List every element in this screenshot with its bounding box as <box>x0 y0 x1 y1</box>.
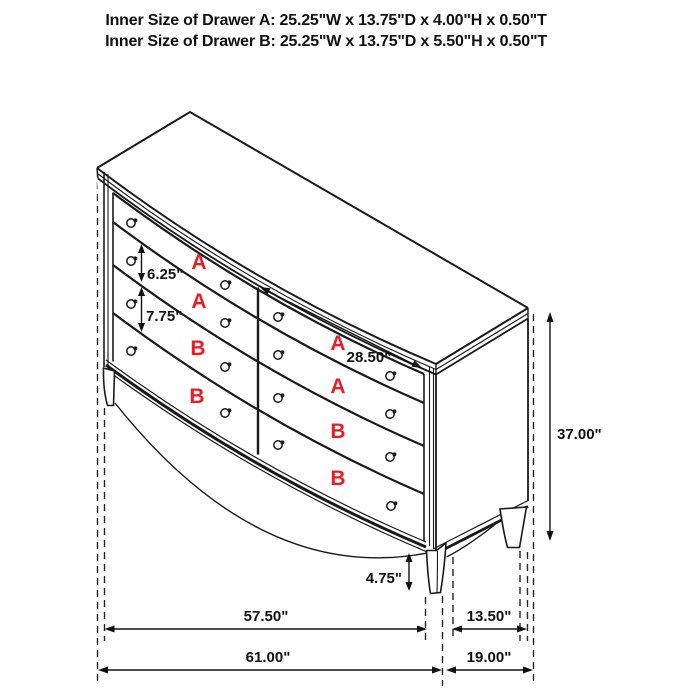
drawer-label: B <box>190 337 206 360</box>
dim-label-37-00: 37.00" <box>557 426 602 443</box>
drawer-label: A <box>330 332 346 355</box>
dim-label-19-00: 19.00" <box>466 649 512 666</box>
dim-case-width <box>105 608 428 633</box>
drawer-label: B <box>330 420 346 443</box>
drawer-label: A <box>191 251 207 274</box>
back-right-leg <box>500 507 527 548</box>
dim-overall-depth <box>446 649 533 674</box>
drawer-label: A <box>330 375 346 398</box>
dim-leg-height <box>366 553 413 591</box>
front-left-leg <box>103 368 114 406</box>
dim-overall-height <box>547 312 602 541</box>
front-right-leg <box>427 543 447 594</box>
dresser <box>97 112 528 594</box>
dim-label-57-50: 57.50" <box>243 608 289 625</box>
drawer-label: B <box>330 467 346 490</box>
dim-label-7-75: 7.75" <box>146 308 183 325</box>
drawer-label: B <box>189 385 205 408</box>
dim-label-13-50: 13.50" <box>466 608 512 625</box>
dim-label-28-50: 28.50" <box>346 349 392 366</box>
inner-size-drawer-b: Inner Size of Drawer B: 25.25"W x 13.75"D x 5.50"H x 0.50"T <box>105 33 547 50</box>
dim-overall-width <box>98 649 442 674</box>
drawer-label: A <box>191 290 207 313</box>
inner-size-drawer-a: Inner Size of Drawer A: 25.25"W x 13.75"D x 4.00"H x 0.50"T <box>105 12 547 29</box>
dim-label-4-75: 4.75" <box>365 570 402 587</box>
dim-label-6-25: 6.25" <box>147 266 184 283</box>
dim-label-61-00: 61.00" <box>245 649 291 666</box>
dim-side-depth <box>452 608 527 633</box>
